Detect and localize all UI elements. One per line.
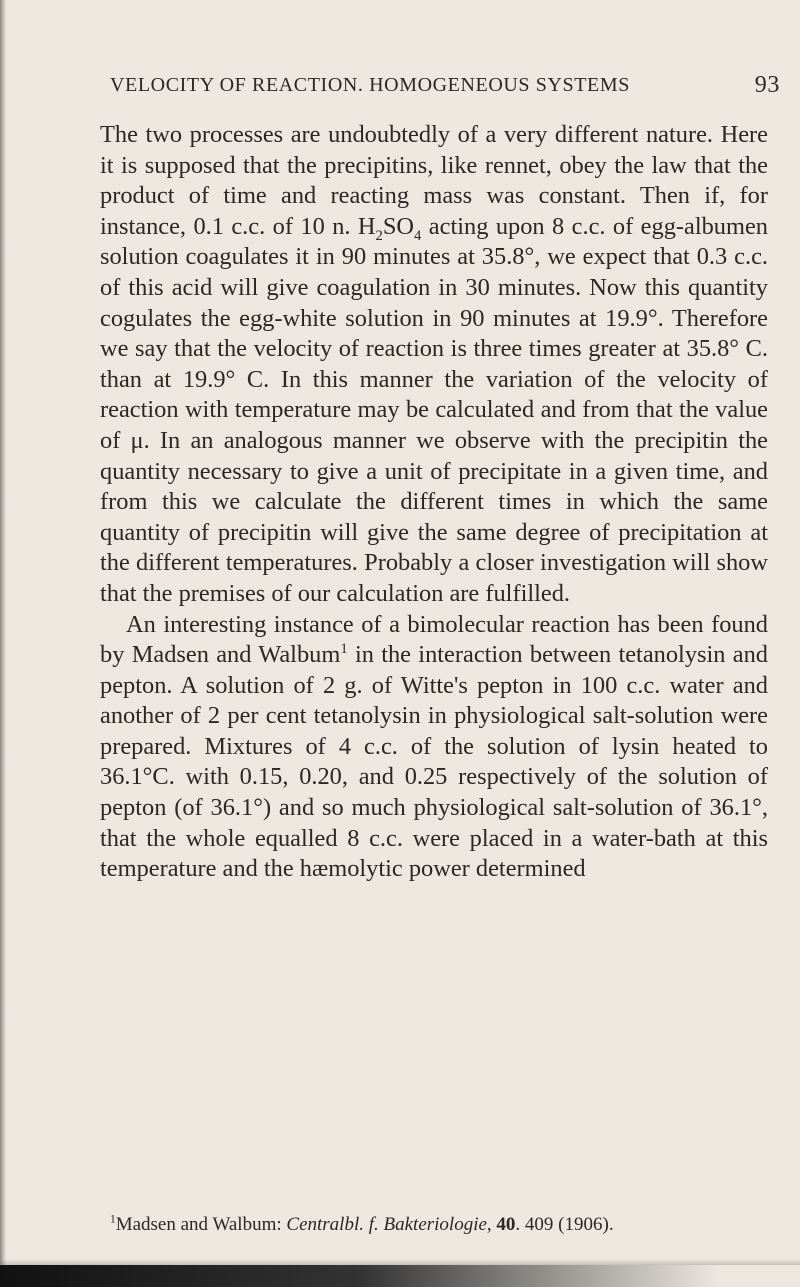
footnote-separator: , <box>486 1214 497 1235</box>
scan-bottom-edge <box>0 1265 800 1287</box>
header-title: VELOCITY OF REACTION. HOMOGENEOUS SYSTEMS <box>110 74 630 96</box>
footnote-mark: 1 <box>110 1213 116 1226</box>
paragraph-2-text-a: An interesting instance of a bimolecular reaction has been found by Madsen and Walbum <box>100 610 768 669</box>
subscript-2: 2 <box>375 227 383 244</box>
paragraph-1-text-a: The two processes are undoubtedly of a very different nature. Here it is supposed that the precipitins, like rennet, obey the law that the product of time and reacting mass was constant. Then if, for instance, 0.1 c.c. of 10 n. H <box>100 121 768 240</box>
paragraph-2 <box>100 610 768 885</box>
page-number: 93 <box>754 72 780 98</box>
subscript-4: 4 <box>414 227 422 244</box>
running-header <box>110 72 780 104</box>
footnote <box>110 1214 770 1236</box>
footnote-authors: Madsen and Walbum: <box>115 1214 287 1235</box>
formula-so: SO <box>382 212 415 240</box>
paragraph-1-text-b: acting upon 8 c.c. of egg-albumen solution coagulates it in 90 minutes at 35.8°, we expect that 0.3 c.c. of this acid will give coagulation in 30 minutes. Now this quantity cogulates the egg-white solution in 90 minutes at 19.9°. Therefore we say that the velocity of reaction is three times greater at 35.8° C. than at 19.9° C. In this manner the variation of the velocity of reaction with temperature may be calculated and from that the value of μ. In an analogous manner we observe with the precipitin the quantity necessary to give a unit of precipitate in a given time, and from this we calculate the different times in which the same quantity of precipitin will give the same degree of precipitation at the different temperatures. Probably a closer investigation will show that the premises of our calculation are fulfilled. <box>100 212 768 607</box>
footnote-volume: 40 <box>496 1214 516 1235</box>
paragraph-1 <box>100 120 768 610</box>
paragraph-2-text-b: in the interaction between tetanolysin and pepton. A solution of 2 g. of Witte's pepton in 100 c.c. water and another of 2 per cent tetanolysin in physiological salt-solution were prepared. Mixtures of 4 c.c. of the solution of lysin heated to 36.1°C. with 0.15, 0.20, and 0.25 respectively of the solution of pepton (of 36.1°) and so much physiological salt-solution of 36.1°, that the whole equalled 8 c.c. were placed in a water-bath at this temperature and the hæmolytic power determined <box>100 641 769 883</box>
footnote-journal: Centralbl. f. Bakteriologie <box>286 1214 487 1235</box>
page-edge-shadow <box>0 0 6 1287</box>
footnote-pages: . 409 (1906). <box>515 1214 614 1235</box>
footnote-reference: 1 <box>340 640 348 657</box>
body-text <box>100 120 768 885</box>
